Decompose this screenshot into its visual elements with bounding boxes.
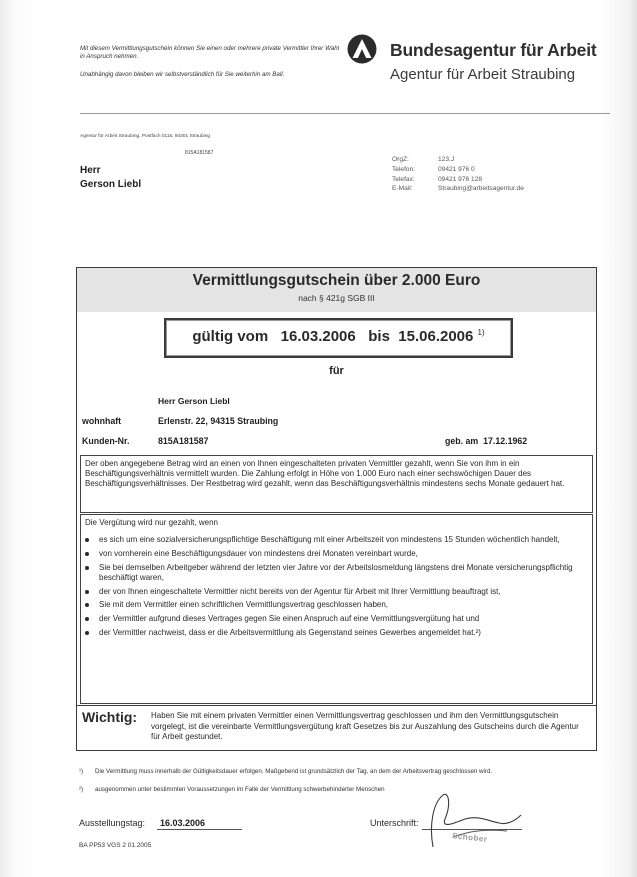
footnote-text: Die Vermittlung muss innerhalb der Gültigkeitsdauer erfolgen. Maßgebend ist grundsätzlich der Tag, an dem der Arbeitsvertrag geschlossen wird. (95, 768, 493, 775)
bundesagentur-logo-icon (347, 34, 377, 64)
contact-row (392, 175, 524, 185)
birth-date-value: 17.12.1962 (483, 436, 528, 446)
contact-label: OrgZ: (392, 156, 409, 163)
condition-text: der von Ihnen eingeschaltete Vermittler nicht bereits von der Agentur für Arbeit mit Ihrer Vermittlung beauftragt ist, (99, 586, 501, 596)
sender-return-address: Agentur für Arbeit Straubing, Postfach 0116, 94301 Straubing (80, 134, 211, 139)
header-divider (80, 113, 610, 114)
conditions-intro: Die Vergütung wird nur gezahlt, wenn (85, 518, 218, 527)
recipient-name: Gerson Liebl (80, 179, 142, 190)
contact-label: Telefax: (392, 175, 415, 183)
logo-subtitle: Agentur für Arbeit Straubing (390, 66, 576, 83)
validity-from: 16.03.2006 (280, 328, 356, 345)
bullet-icon (85, 617, 89, 621)
condition-text: Sie bei demselben Arbeitgeber während der letzten vier Jahre vor der Arbeitslosmeldung längstens drei Monate versicherungspflichtig beschäftigt waren, (99, 562, 573, 582)
stamp-text: Schober (451, 831, 488, 844)
list-item (83, 549, 588, 559)
voucher-legal-basis: nach § 421g SGB III (298, 293, 375, 303)
condition-text: es sich um eine sozialversicherungspflichtige Beschäftigung mit einer Arbeitszeit von mindestens 15 Stunden wöchentlich handelt, (99, 535, 560, 544)
ad-note-line-2: Unabhängig davon bleiben wir selbstverständlich für Sie weiterhin am Ball. (80, 71, 285, 78)
condition-text: der Vermittler nachweist, dass er die Arbeitsvermittlung als Gegenstand seines Gewerbes angemeldet hat.²) (99, 627, 481, 637)
issue-date-underline (157, 829, 242, 830)
conditions-list (83, 535, 588, 642)
address-label: wohnhaft (82, 416, 122, 426)
contact-label: E-Mail: (392, 185, 413, 193)
bullet-icon (85, 590, 89, 594)
ad-note-line-1: Mit diesem Vermittlungsgutschein können Sie einen oder mehrere private Vermittler Ihrer Wahl in Anspruch nehmen. (80, 45, 340, 60)
contact-value: 09421 976 128 (438, 175, 483, 183)
validity-period (164, 328, 513, 345)
contact-value: 123.J (438, 156, 455, 163)
issue-date-label: Ausstellungstag: (79, 818, 146, 828)
person-name: Herr Gerson Liebl (158, 396, 230, 406)
customer-number-value: 815A181587 (158, 436, 209, 446)
contact-row (392, 184, 524, 194)
bullet-icon (85, 538, 89, 542)
payment-terms-text: Der oben angegebene Betrag wird an einen von Ihnen eingeschalteten privaten Vermittler gezahlt, wenn Sie von ihm in ein Beschäftigungsverhältnis vermittelt wurden. Die Zahlung erfolgt in Höhe von 1.000 Euro nach einer sechswöchigen Dauer des Beschäftigungsverhältnisses. Der Restbetrag wird gezahlt, wenn das Beschäftigungsverhältnis mindestens sechs Monate gedauert hat. (85, 459, 565, 489)
list-item (83, 614, 588, 624)
footnote-1 (79, 768, 579, 776)
issue-date-value: 16.03.2006 (160, 818, 206, 828)
list-item (83, 600, 588, 610)
bullet-icon (85, 552, 89, 556)
voucher-title: Vermittlungsgutschein über 2.000 Euro (192, 272, 481, 289)
condition-text: Sie mit dem Vermittler einen schriftlichen Vermittlungsvertrag geschlossen haben, (99, 600, 389, 610)
form-code: BA PP53 VGS 2 01.2005 (79, 842, 152, 849)
birth-date-label: geb. am (445, 436, 479, 446)
important-text: Haben Sie mit einem privaten Vermittler einen Vermittlungsvertrag geschlossen und ihm den Vermittlungsgutschein vorgelegt, ist die vereinbarte Vermittlungsvergütung kraft Gesetzes bis zur Auszahlung des Gutscheins durch die Agentur für Arbeit gestundet. (151, 711, 579, 742)
important-label: Wichtig: (82, 709, 138, 725)
customer-number-label: Kunden-Nr. (82, 436, 130, 446)
list-item (83, 535, 588, 545)
contact-row (392, 165, 524, 175)
contact-label: Telefon: (392, 165, 416, 173)
recipient-salutation: Herr (80, 165, 101, 176)
voucher-fuer: für (329, 365, 344, 377)
contact-value: Straubing@arbeitsagentur.de (438, 185, 524, 193)
bullet-icon (85, 566, 89, 570)
validity-to: 15.06.2006 (398, 328, 474, 345)
address-value: Erlenstr. 22, 94315 Straubing (158, 416, 279, 426)
handwritten-signature (415, 785, 535, 855)
condition-text: der Vermittler aufgrund dieses Vertrages gegen Sie einen Anspruch auf eine Vermittlungsvergütung hat und (99, 614, 480, 624)
contact-row (392, 155, 524, 165)
condition-text: von vornherein eine Beschäftigungsdauer von mindestens drei Monaten vereinbart wurde, (99, 548, 418, 558)
list-item (83, 563, 588, 583)
bullet-icon (85, 603, 89, 607)
footnote-mark: ¹) (79, 768, 84, 775)
list-item (83, 587, 588, 597)
redacted-address-area (76, 193, 222, 225)
signature-label: Unterschrift: (370, 818, 419, 828)
contact-value: 09421 976 0 (438, 165, 475, 173)
sender-reference-code: 815A181587 (185, 150, 214, 156)
validity-prefix: gültig vom (192, 328, 269, 345)
bullet-icon (85, 631, 89, 635)
footnote-mark: ²) (79, 786, 84, 793)
logo-title: Bundesagentur für Arbeit (390, 40, 597, 60)
list-item (83, 628, 588, 638)
contact-block (392, 155, 524, 194)
validity-footnote-mark: 1) (477, 328, 485, 337)
validity-bis: bis (368, 328, 390, 345)
birth-date (445, 436, 527, 446)
footnote-text: ausgenommen unter bestimmten Voraussetzungen im Falle der Vermittlung schwerbehinderter Menschen (95, 786, 385, 793)
